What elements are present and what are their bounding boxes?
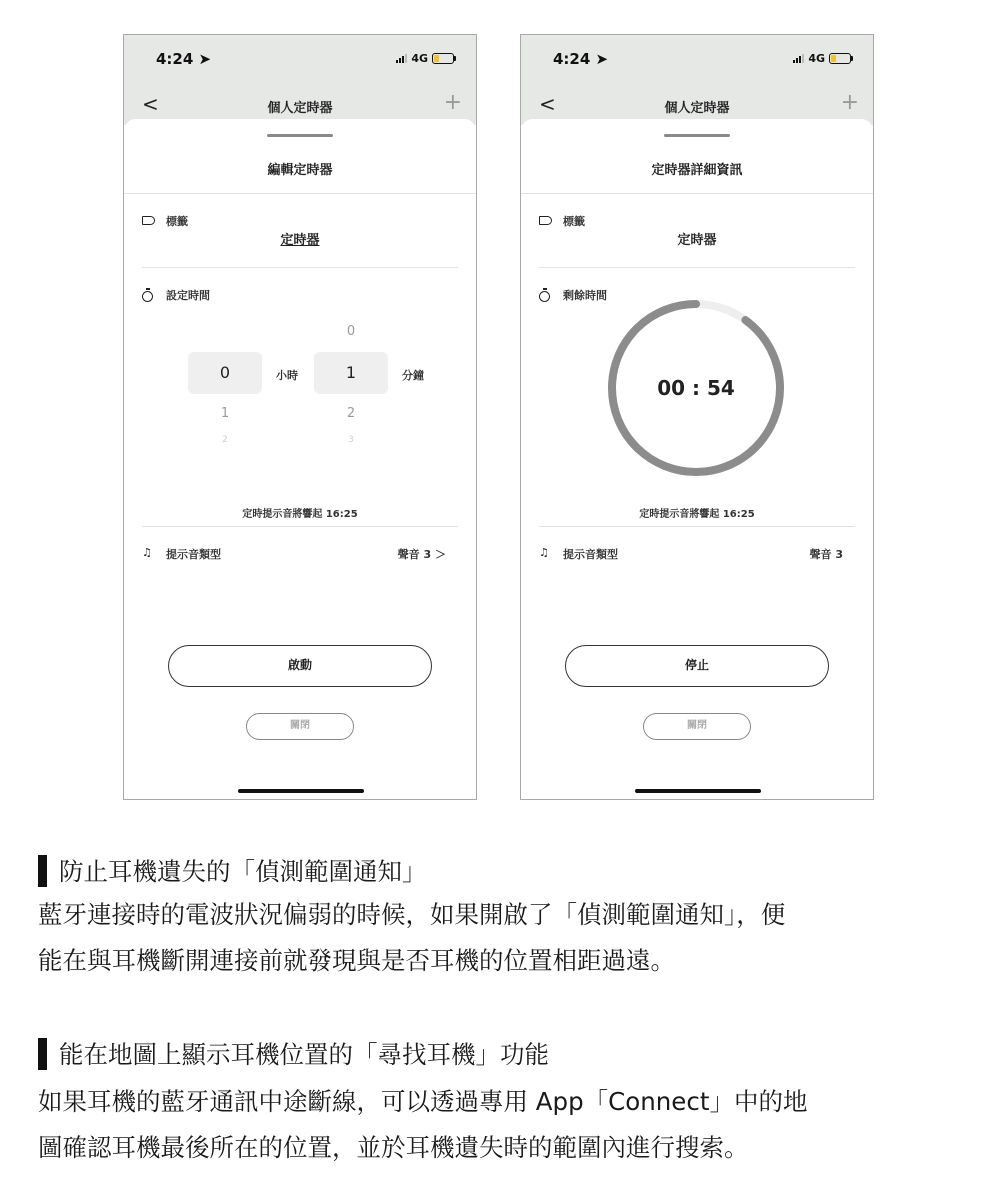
battery-icon (432, 53, 454, 64)
status-indicators (793, 51, 851, 65)
heading-text: 能在地圖上顯示耳機位置的「尋找耳機」功能 (59, 1040, 549, 1069)
hour-unit-label: 小時 (276, 369, 298, 382)
minute-option-below-2[interactable]: 3 (348, 435, 354, 445)
heading-marker (38, 1038, 47, 1070)
battery-icon (829, 53, 851, 64)
bottom-sheet (124, 119, 476, 800)
divider (124, 193, 476, 194)
section-heading-find-earbuds (38, 1036, 549, 1071)
network-label: 4G (411, 51, 428, 65)
nav-title: 個人定時器 (664, 101, 730, 116)
sheet-title: 定時器詳細資訊 (651, 163, 743, 178)
back-button[interactable]: < (142, 92, 159, 116)
minute-unit-label: 分鐘 (402, 369, 424, 382)
divider (539, 526, 855, 527)
stop-button[interactable]: 停止 (565, 645, 829, 687)
hour-selected[interactable]: 0 (219, 363, 231, 382)
close-button[interactable]: 關閉 (643, 713, 751, 740)
status-indicators (396, 51, 454, 65)
status-time: 4:24 ➤ (156, 50, 212, 68)
stopwatch-icon (539, 291, 550, 302)
paragraph-line: 如果耳機的藍牙通訊中途斷線，可以透過專用 App「Connect」中的地 (38, 1087, 808, 1116)
add-button[interactable]: + (840, 90, 859, 115)
label-row-title: 標籤 (166, 215, 188, 228)
alarm-hint: 定時提示音將響起 16:25 (242, 509, 358, 520)
countdown-time: 00 : 54 (657, 376, 735, 400)
bottom-sheet (521, 119, 873, 800)
paragraph-range-alert (38, 892, 968, 984)
label-value: 定時器 (677, 233, 717, 248)
alarm-hint: 定時提示音將響起 16:25 (639, 509, 755, 520)
status-bar (521, 35, 873, 85)
back-button[interactable]: < (539, 92, 556, 116)
paragraph-line: 藍牙連接時的電波狀況偏弱的時候，如果開啟了「偵測範圍通知」，便 (38, 900, 786, 929)
paragraph-find-earbuds (38, 1079, 968, 1171)
hour-option-below[interactable]: 1 (220, 406, 230, 421)
edit-timer-screen (123, 34, 477, 800)
divider (142, 267, 458, 268)
section-heading-range-alert (38, 853, 427, 888)
heading-marker (38, 855, 47, 887)
minute-selected[interactable]: 1 (345, 363, 357, 382)
paragraph-line: 圖確認耳機最後所在的位置，並於耳機遺失時的範圍內進行搜索。 (38, 1133, 749, 1162)
close-button[interactable]: 關閉 (246, 713, 354, 740)
sound-type-value: 聲音 3 (809, 548, 843, 561)
divider (539, 267, 855, 268)
sheet-title: 編輯定時器 (267, 163, 333, 178)
nav-title: 個人定時器 (267, 101, 333, 116)
home-indicator (635, 789, 761, 793)
remaining-time-label: 剩餘時間 (563, 289, 607, 302)
label-value-input[interactable]: 定時器 (280, 233, 320, 248)
minute-option-above[interactable]: 0 (346, 324, 356, 339)
paragraph-line: 能在與耳機斷開連接前就發現與是否耳機的位置相距過遠。 (38, 946, 675, 975)
start-button[interactable]: 啟動 (168, 645, 432, 687)
heading-text: 防止耳機遺失的「偵測範圍通知」 (59, 857, 427, 886)
sheet-grabber[interactable] (664, 134, 730, 137)
divider (142, 526, 458, 527)
music-note-icon: ♫ (142, 546, 152, 559)
sound-type-value[interactable]: 聲音 3 ＞ (397, 548, 446, 561)
label-row-title: 標籤 (563, 215, 585, 228)
set-time-label: 設定時間 (166, 289, 210, 302)
timer-detail-screen (520, 34, 874, 800)
signal-icon (793, 53, 804, 63)
divider (521, 193, 873, 194)
music-note-icon: ♫ (539, 546, 549, 559)
tag-icon (539, 216, 552, 225)
minute-option-below[interactable]: 2 (346, 406, 356, 421)
hour-option-below-2[interactable]: 2 (222, 435, 228, 445)
network-label: 4G (808, 51, 825, 65)
home-indicator (238, 789, 364, 793)
status-bar (124, 35, 476, 85)
add-button[interactable]: + (443, 90, 462, 115)
status-time: 4:24 ➤ (553, 50, 609, 68)
sound-type-label: 提示音類型 (563, 548, 618, 561)
signal-icon (396, 53, 407, 63)
sheet-grabber[interactable] (267, 134, 333, 137)
sound-type-label: 提示音類型 (166, 548, 221, 561)
tag-icon (142, 216, 155, 225)
stopwatch-icon (142, 291, 153, 302)
